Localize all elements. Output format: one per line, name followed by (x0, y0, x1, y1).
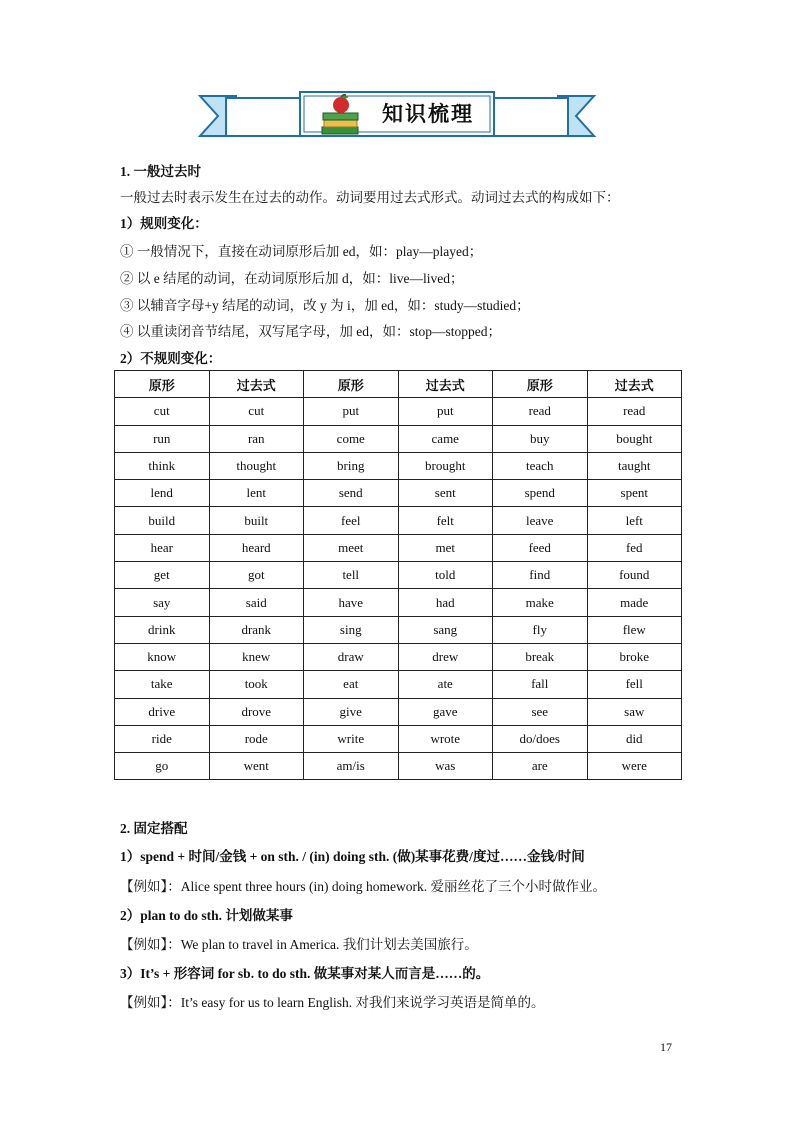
table-cell: make (493, 589, 588, 616)
table-cell: do/does (493, 725, 588, 752)
table-cell: drank (209, 616, 304, 643)
collocation-example: 【例如】：Alice spent three hours (in) doing homework. 爱丽丝花了三个小时做作业。 (120, 879, 606, 894)
column-header: 过去式 (209, 371, 304, 398)
subheading-irregular: 2）不规则变化： (120, 351, 222, 366)
irregular-verbs-table (114, 370, 682, 780)
section-heading: 1. 一般过去时 (120, 164, 201, 179)
table-cell: have (304, 589, 399, 616)
table-cell: went (209, 753, 304, 780)
rule-item: ① 一般情况下，直接在动词原形后加 ed，如：play—played； (120, 244, 483, 259)
table-cell: buy (493, 425, 588, 452)
table-cell: leave (493, 507, 588, 534)
table-cell: knew (209, 643, 304, 670)
rule-item: ② 以 e 结尾的动词，在动词原形后加 d，如：live—lived； (120, 271, 464, 286)
table-cell: broke (587, 643, 682, 670)
column-header: 原形 (115, 371, 210, 398)
banner-title: 知识梳理 (382, 102, 474, 126)
table-cell: give (304, 698, 399, 725)
column-header: 过去式 (398, 371, 493, 398)
table-cell: take (115, 671, 210, 698)
table-header-row (115, 371, 682, 398)
table-row (115, 725, 682, 752)
column-header: 原形 (493, 371, 588, 398)
section-heading: 2. 固定搭配 (120, 821, 188, 836)
table-cell: did (587, 725, 682, 752)
table-cell: spent (587, 480, 682, 507)
table-cell: came (398, 425, 493, 452)
table-cell: found (587, 562, 682, 589)
column-header: 原形 (304, 371, 399, 398)
table-cell: felt (398, 507, 493, 534)
table-cell: sang (398, 616, 493, 643)
table-cell: tell (304, 562, 399, 589)
table-cell: cut (115, 398, 210, 425)
table-cell: flew (587, 616, 682, 643)
table-row (115, 753, 682, 780)
table-cell: thought (209, 452, 304, 479)
table-cell: was (398, 753, 493, 780)
table-cell: told (398, 562, 493, 589)
table-cell: wrote (398, 725, 493, 752)
table-cell: saw (587, 698, 682, 725)
table-cell: taught (587, 452, 682, 479)
table-cell: teach (493, 452, 588, 479)
table-cell: met (398, 534, 493, 561)
table-row (115, 507, 682, 534)
table-cell: left (587, 507, 682, 534)
table-cell: lent (209, 480, 304, 507)
column-header: 过去式 (587, 371, 682, 398)
table-cell: find (493, 562, 588, 589)
table-cell: put (398, 398, 493, 425)
table-row (115, 398, 682, 425)
table-cell: fall (493, 671, 588, 698)
page-number: 17 (660, 1040, 672, 1054)
table-cell: put (304, 398, 399, 425)
table-row (115, 480, 682, 507)
table-row (115, 534, 682, 561)
table-cell: feed (493, 534, 588, 561)
table-cell: run (115, 425, 210, 452)
table-cell: drove (209, 698, 304, 725)
table-row (115, 589, 682, 616)
table-cell: think (115, 452, 210, 479)
table-cell: heard (209, 534, 304, 561)
table-cell: draw (304, 643, 399, 670)
table-cell: eat (304, 671, 399, 698)
table-cell: say (115, 589, 210, 616)
table-cell: spend (493, 480, 588, 507)
table-row (115, 643, 682, 670)
table-cell: send (304, 480, 399, 507)
table-row (115, 698, 682, 725)
table-cell: bought (587, 425, 682, 452)
table-cell: sing (304, 616, 399, 643)
table-cell: get (115, 562, 210, 589)
table-cell: see (493, 698, 588, 725)
collocation-heading: 3）It’s + 形容词 for sb. to do sth. 做某事对某人而言是……的。 (120, 966, 490, 981)
table-cell: said (209, 589, 304, 616)
rule-item: ④ 以重读闭音节结尾，双写尾字母，加 ed，如：stop—stopped； (120, 324, 501, 339)
collocation-example: 【例如】：We plan to travel in America. 我们计划去美国旅行。 (120, 937, 478, 952)
subheading-regular: 1）规则变化： (120, 216, 208, 231)
table-row (115, 616, 682, 643)
collocation-heading: 1）spend + 时间/金钱 + on sth. / (in) doing sth. (做)某事花费/度过……金钱/时间 (120, 849, 585, 864)
table-cell: fell (587, 671, 682, 698)
table-cell: ran (209, 425, 304, 452)
table-cell: go (115, 753, 210, 780)
table-cell: fed (587, 534, 682, 561)
table-cell: read (493, 398, 588, 425)
rule-item: ③ 以辅音字母+y 结尾的动词，改 y 为 i，加 ed，如：study—studied； (120, 298, 530, 313)
table-cell: rode (209, 725, 304, 752)
apple-books-icon (318, 94, 362, 136)
table-cell: were (587, 753, 682, 780)
collocation-heading: 2）plan to do sth. 计划做某事 (120, 908, 293, 923)
table-cell: come (304, 425, 399, 452)
table-cell: are (493, 753, 588, 780)
table-cell: hear (115, 534, 210, 561)
table-cell: write (304, 725, 399, 752)
table-cell: cut (209, 398, 304, 425)
table-cell: drive (115, 698, 210, 725)
table-cell: lend (115, 480, 210, 507)
table-cell: took (209, 671, 304, 698)
table-cell: break (493, 643, 588, 670)
section-description: 一般过去时表示发生在过去的动作。动词要用过去式形式。动词过去式的构成如下： (120, 190, 620, 205)
table-row (115, 425, 682, 452)
table-cell: gave (398, 698, 493, 725)
table-cell: meet (304, 534, 399, 561)
table-cell: ride (115, 725, 210, 752)
table-cell: brought (398, 452, 493, 479)
table-cell: know (115, 643, 210, 670)
table-cell: read (587, 398, 682, 425)
table-cell: feel (304, 507, 399, 534)
table-cell: ate (398, 671, 493, 698)
table-cell: made (587, 589, 682, 616)
table-cell: drew (398, 643, 493, 670)
table-cell: sent (398, 480, 493, 507)
table-cell: drink (115, 616, 210, 643)
table-row (115, 671, 682, 698)
table-cell: am/is (304, 753, 399, 780)
table-row (115, 562, 682, 589)
table-row (115, 452, 682, 479)
table-cell: bring (304, 452, 399, 479)
collocation-example: 【例如】：It’s easy for us to learn English. 对我们来说学习英语是简单的。 (120, 995, 545, 1010)
table-cell: had (398, 589, 493, 616)
table-cell: build (115, 507, 210, 534)
table-cell: built (209, 507, 304, 534)
table-cell: got (209, 562, 304, 589)
table-cell: fly (493, 616, 588, 643)
